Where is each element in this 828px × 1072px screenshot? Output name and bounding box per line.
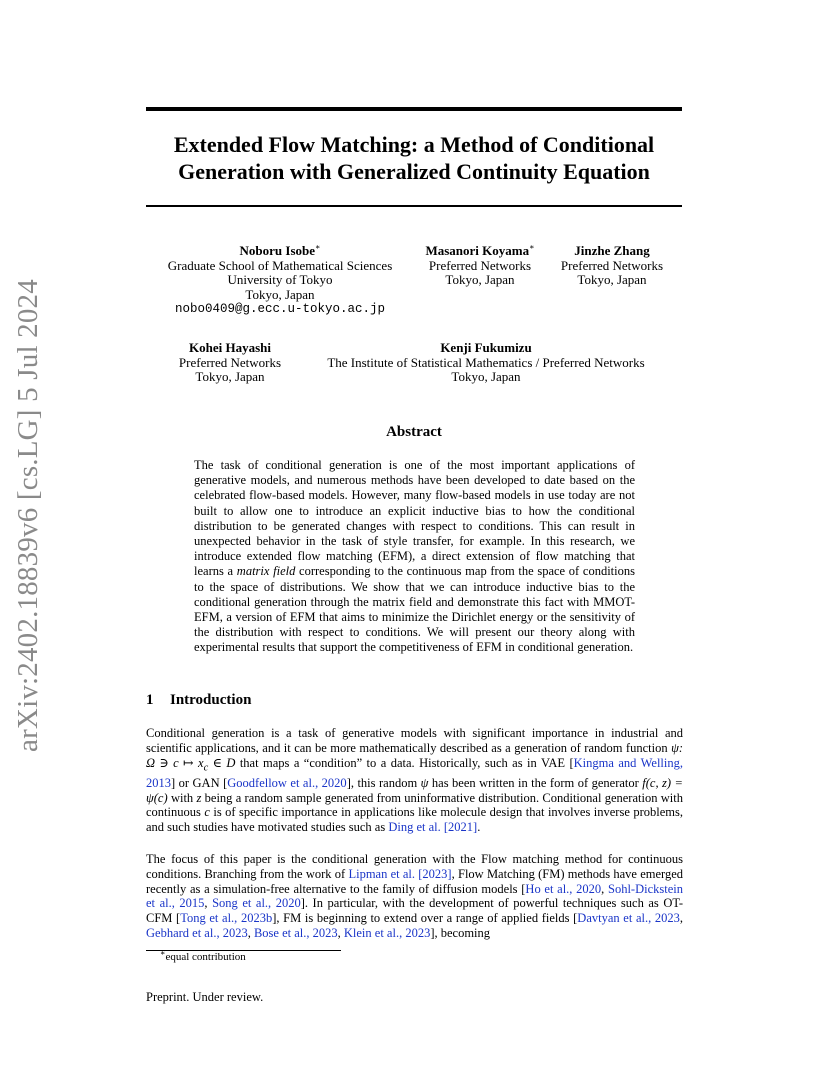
paragraph-text: ]. In particular, with the development of powerful techniques such as OT-CFM [ xyxy=(146,896,684,926)
citation-link[interactable]: Tong et al., 2023b xyxy=(180,911,273,926)
title-line-1: Extended Flow Matching: a Method of Conditional xyxy=(173,132,655,157)
author-affiliation: The Institute of Statistical Mathematics / Preferred Networks xyxy=(327,354,645,370)
paragraph-text: , xyxy=(204,896,213,911)
title-bottom-rule xyxy=(146,205,682,207)
abstract-text: corresponding to the continuous map from the space of conditions to the space of distributions. We show that we can introduce inductive bias to the conditional generation through the matrix field and demonstrate this fact with MMOT-EFM, a version of EFM that aims to minimize the Dirichlet energy or the sensitivity of the distribution with respect to conditions. We will present our theory along with experimental results that support the competitiveness of EFM in conditional generation. xyxy=(194,564,635,655)
author-block-fukumizu xyxy=(310,341,662,385)
citation-link[interactable]: Kingma and Welling, 2013 xyxy=(146,755,683,790)
citation-link[interactable]: Goodfellow et al., 2020 xyxy=(227,775,347,790)
citation-link[interactable]: Davtyan et al., 2023 xyxy=(577,911,680,926)
citation-link[interactable]: Klein et al., 2023 xyxy=(343,925,431,940)
paragraph-text: ], this random xyxy=(346,775,421,790)
author-location: Tokyo, Japan xyxy=(445,272,515,287)
paragraph-text: is of specific importance in applications like molecule design that involves inverse problems, and such studies have motivated studies such as xyxy=(146,805,683,835)
math-inline: c xyxy=(204,805,210,820)
footnote-text: equal contribution xyxy=(165,951,246,963)
math-inline: ∈ D xyxy=(208,755,236,770)
preprint-footer: Preprint. Under review. xyxy=(146,990,264,1004)
equal-contribution-mark: ∗ xyxy=(529,242,535,252)
math-inline: ψ: Ω ∋ c ↦ x xyxy=(146,740,683,770)
citation-link[interactable]: Ding et al. [2021] xyxy=(388,820,478,835)
author-affiliation: Preferred Networks xyxy=(428,257,532,273)
author-location: Tokyo, Japan xyxy=(451,369,521,384)
author-affiliation: Preferred Networks xyxy=(560,257,664,273)
intro-paragraph-1 xyxy=(146,726,683,835)
paragraph-text: The focus of this paper is the conditional generation with the Flow matching method for continuous conditions. Branching from the work of xyxy=(146,852,683,881)
footnote xyxy=(160,948,246,963)
paragraph-text: that maps a “condition” to a data. Historically, such as in VAE [ xyxy=(235,755,574,770)
author-name: Noboru Isobe xyxy=(239,243,316,258)
paragraph-text: , Flow Matching (FM) methods have emerged recently as a simulation-free alternative to the family of diffusion models [ xyxy=(146,866,684,896)
paragraph-text: , xyxy=(337,925,344,940)
footnote-mark: ∗ xyxy=(160,948,166,958)
math-inline: z xyxy=(196,790,202,805)
paragraph-text: being a random sample generated from uninformative distribution. Conditional generation with continuous xyxy=(146,790,683,820)
paragraph-text: , xyxy=(247,925,254,940)
author-location: Tokyo, Japan xyxy=(245,286,315,302)
author-location: Tokyo, Japan xyxy=(577,272,647,287)
citation-link[interactable]: Bose et al., 2023 xyxy=(253,925,338,940)
author-affiliation: Preferred Networks xyxy=(178,354,282,370)
citation-link[interactable]: Lipman et al. [2023] xyxy=(348,866,452,881)
paragraph-text: , xyxy=(679,911,683,926)
abstract-text: The task of conditional generation is one of the most important applications of generative models, and numerous methods have been developed to date based on the celebrated flow-based models. However, many flow-based models in use today are not built to allow one to introduce an explicit inductive bias to how the conditional distribution to be generated changes with respect to conditions. This can result in unexpected behavior in the task of style transfer, for example. In this research, we introduce extended flow matching (EFM), a direct extension of flow matching that learns a xyxy=(194,458,635,579)
citation-link[interactable]: Ho et al., 2020 xyxy=(525,881,602,896)
author-name: Masanori Koyama xyxy=(425,243,530,258)
math-inline: ψ xyxy=(420,775,429,790)
author-block-koyama xyxy=(410,244,550,288)
paragraph-text: Conditional generation is a task of generative models with significant importance in industrial and scientific applications, and it can be more mathematically described as a generation of random function xyxy=(146,726,683,755)
math-inline: f(c, z) = ψ(c) xyxy=(146,775,683,805)
author-name: Kenji Fukumizu xyxy=(440,340,532,355)
section-heading xyxy=(146,692,251,709)
intro-paragraph-2 xyxy=(146,852,683,941)
section-number: 1 xyxy=(146,692,154,708)
math-subscript: c xyxy=(203,762,209,774)
paragraph-text: ], FM is beginning to extend over a range of applied fields [ xyxy=(272,911,578,926)
title-line-2: Generation with Generalized Continuity Equation xyxy=(178,159,650,184)
paragraph-text: with xyxy=(167,790,197,805)
abstract-body xyxy=(194,458,635,656)
author-name: Kohei Hayashi xyxy=(189,340,271,355)
author-block-zhang xyxy=(550,244,674,288)
paragraph-text: , xyxy=(601,881,608,896)
section-title: Introduction xyxy=(170,692,252,708)
author-affiliation: University of Tokyo xyxy=(227,272,333,287)
citation-link[interactable]: Song et al., 2020 xyxy=(212,896,301,911)
paragraph-text: . xyxy=(477,820,481,835)
paper-title xyxy=(146,131,682,185)
equal-contribution-mark: ∗ xyxy=(315,242,321,252)
author-affiliation: Graduate School of Mathematical Sciences xyxy=(167,257,393,273)
author-email[interactable]: nobo0409@g.ecc.u-tokyo.ac.jp xyxy=(174,302,386,316)
paragraph-text: has been written in the form of generator xyxy=(428,775,643,790)
abstract-emphasis: matrix field xyxy=(236,564,296,579)
author-name: Jinzhe Zhang xyxy=(574,243,650,258)
paragraph-text: ] or GAN [ xyxy=(171,775,228,790)
citation-link[interactable]: Sohl-Dickstein et al., 2015 xyxy=(146,881,683,911)
author-block-isobe xyxy=(150,244,410,317)
citation-link[interactable]: Gebhard et al., 2023 xyxy=(146,925,248,940)
arxiv-stamp: arXiv:2402.18839v6 [cs.LG] 5 Jul 2024 xyxy=(12,279,44,752)
title-top-rule xyxy=(146,107,682,111)
author-block-hayashi xyxy=(160,341,300,385)
author-location: Tokyo, Japan xyxy=(195,369,265,384)
abstract-heading: Abstract xyxy=(386,424,442,440)
paragraph-text: ], becoming xyxy=(430,925,491,940)
